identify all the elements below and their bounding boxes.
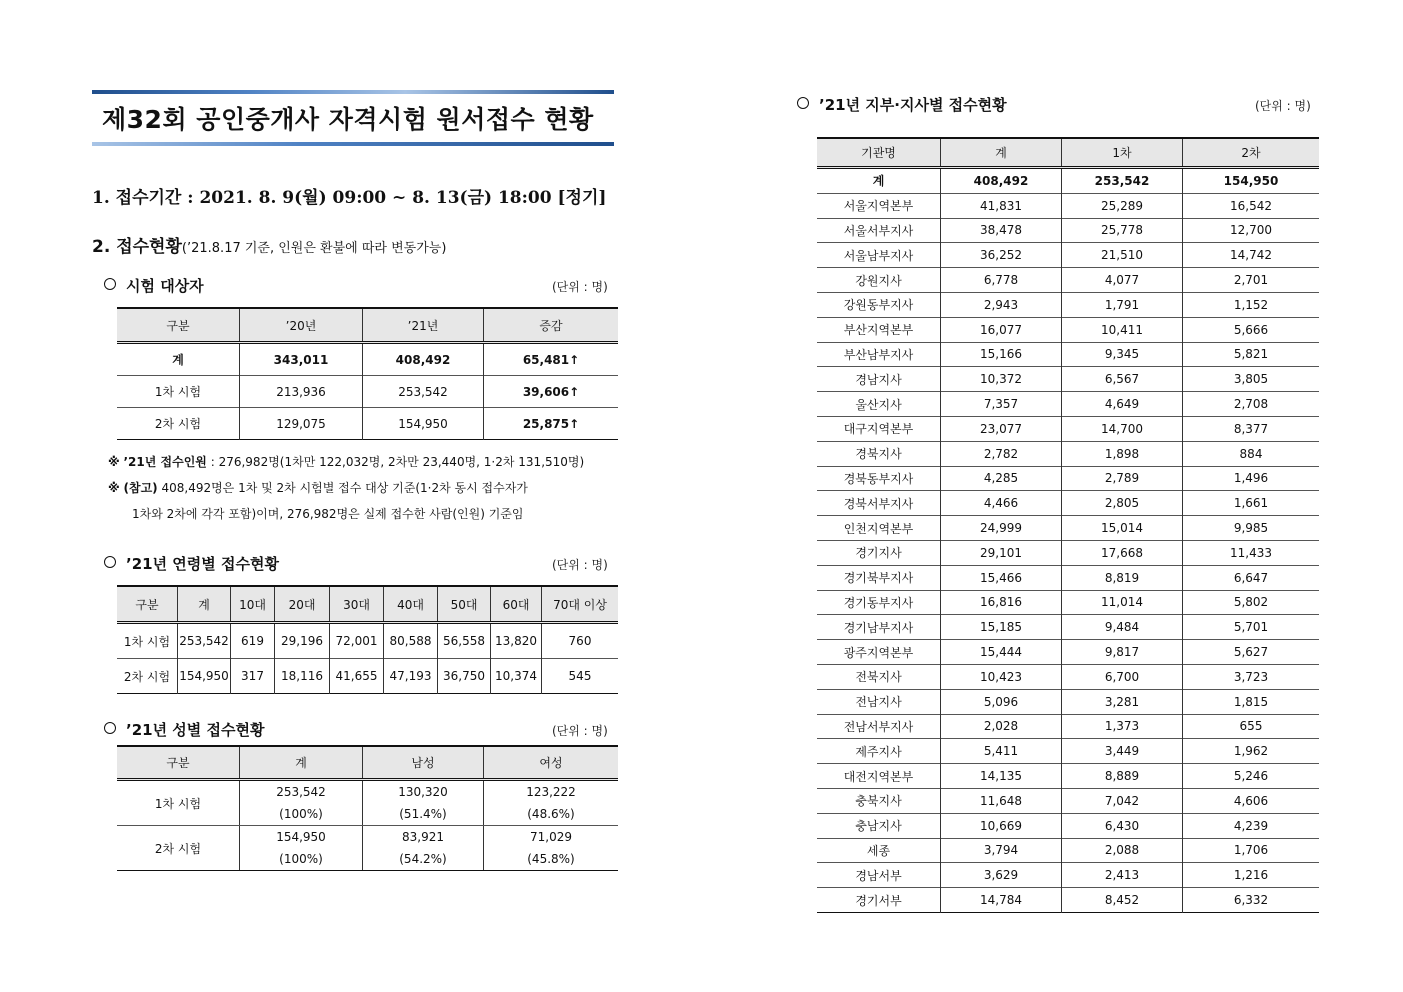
cell: 4,649 xyxy=(1062,392,1183,417)
cell: 253,542 xyxy=(363,376,484,408)
table-row xyxy=(817,491,1319,516)
arrow-up-icon: ↑ xyxy=(569,384,580,399)
cell: 5,246 xyxy=(1183,764,1320,789)
cell: 408,492 xyxy=(363,343,484,376)
table-row xyxy=(817,441,1319,466)
gender-table xyxy=(117,745,618,871)
row-label: 제주지사 xyxy=(817,739,941,764)
cell: 1,898 xyxy=(1062,441,1183,466)
cell-pct: (51.4%) xyxy=(363,803,484,826)
section-period-label: 1. 접수기간 xyxy=(92,188,182,208)
cell: 4,606 xyxy=(1183,788,1320,813)
cell-change xyxy=(484,343,619,376)
cell: 9,345 xyxy=(1062,342,1183,367)
row-label: 대구지역본부 xyxy=(817,416,941,441)
cell: 18,116 xyxy=(275,659,330,694)
col-header: ’20년 xyxy=(240,308,363,343)
col-header: 30대 xyxy=(330,586,384,623)
row-label: 경기지사 xyxy=(817,540,941,565)
title-top-bar xyxy=(92,90,614,94)
row-label: 경북지사 xyxy=(817,441,941,466)
col-header: 50대 xyxy=(438,586,491,623)
cell: 317 xyxy=(231,659,275,694)
cell: 5,411 xyxy=(941,739,1062,764)
cell: 6,430 xyxy=(1062,813,1183,838)
cell: 1,706 xyxy=(1183,838,1320,863)
row-label: 경남지사 xyxy=(817,367,941,392)
cell: 1,661 xyxy=(1183,491,1320,516)
row-label: 서울남부지사 xyxy=(817,243,941,268)
row-label: 강원동부지사 xyxy=(817,292,941,317)
col-header: 70대 이상 xyxy=(542,586,619,623)
col-header: 구분 xyxy=(117,308,240,343)
table-row xyxy=(117,343,618,376)
col-header: 남성 xyxy=(363,746,484,780)
row-label: 대전지역본부 xyxy=(817,764,941,789)
note-mark: ※ xyxy=(108,455,120,469)
cell: 5,666 xyxy=(1183,317,1320,342)
cell: 4,285 xyxy=(941,466,1062,491)
row-label: 계 xyxy=(117,343,240,376)
table-row xyxy=(817,788,1319,813)
note-2-text: 408,492명은 1차 및 2차 시험별 접수 대상 기준(1·2차 동시 접수자가 xyxy=(157,481,528,495)
cell: 9,817 xyxy=(1062,640,1183,665)
col-header: 구분 xyxy=(117,586,178,623)
cell: 2,943 xyxy=(941,292,1062,317)
cell: 154,950 xyxy=(363,408,484,440)
cell: 2,088 xyxy=(1062,838,1183,863)
cell: 343,011 xyxy=(240,343,363,376)
col-header: 증감 xyxy=(484,308,619,343)
row-label: 1차 시험 xyxy=(117,376,240,408)
age-heading-text: ’21년 연령별 접수현황 xyxy=(126,555,279,573)
table-row xyxy=(817,664,1319,689)
row-label: 경북서부지사 xyxy=(817,491,941,516)
cell: 3,723 xyxy=(1183,664,1320,689)
cell: 213,936 xyxy=(240,376,363,408)
cell: 41,831 xyxy=(941,193,1062,218)
cell: 154,950 xyxy=(240,826,363,849)
table-row xyxy=(817,863,1319,888)
cell-pct: (100%) xyxy=(240,848,363,871)
cell: 16,816 xyxy=(941,590,1062,615)
row-label: 충남지사 xyxy=(817,813,941,838)
row-label: 경남서부 xyxy=(817,863,941,888)
table-row xyxy=(817,739,1319,764)
arrow-up-icon: ↑ xyxy=(569,416,580,431)
cell: 15,185 xyxy=(941,615,1062,640)
cell: 29,101 xyxy=(941,540,1062,565)
col-header: 20대 xyxy=(275,586,330,623)
row-label: 부산지역본부 xyxy=(817,317,941,342)
cell: 36,750 xyxy=(438,659,491,694)
row-label: 2차 시험 xyxy=(117,659,178,694)
cell: 884 xyxy=(1183,441,1320,466)
col-header: 기관명 xyxy=(817,138,941,168)
cell: 72,001 xyxy=(330,623,384,659)
section-period-value: : 2021. 8. 9(월) 09:00 ~ 8. 13(금) 18:00 [정기] xyxy=(181,188,607,208)
row-label: 충북지사 xyxy=(817,788,941,813)
section-status xyxy=(92,232,446,257)
row-label: 서울서부지사 xyxy=(817,218,941,243)
note-mark: ※ xyxy=(108,481,120,495)
cell: 10,374 xyxy=(491,659,542,694)
age-unit: (단위 : 명) xyxy=(552,558,608,572)
cell: 2,708 xyxy=(1183,392,1320,417)
cell: 6,567 xyxy=(1062,367,1183,392)
table-row xyxy=(817,218,1319,243)
cell: 253,542 xyxy=(1062,168,1183,194)
table-row xyxy=(817,416,1319,441)
cell: 15,466 xyxy=(941,565,1062,590)
cell: 760 xyxy=(542,623,619,659)
cell: 1,815 xyxy=(1183,689,1320,714)
cell: 12,700 xyxy=(1183,218,1320,243)
row-label: 2차 시험 xyxy=(117,408,240,440)
cell: 2,028 xyxy=(941,714,1062,739)
cell: 56,558 xyxy=(438,623,491,659)
cell-change xyxy=(484,376,619,408)
cell: 13,820 xyxy=(491,623,542,659)
cell: 83,921 xyxy=(363,826,484,849)
cell: 2,701 xyxy=(1183,268,1320,293)
cell: 25,289 xyxy=(1062,193,1183,218)
cell: 10,669 xyxy=(941,813,1062,838)
row-label: 경기동부지사 xyxy=(817,590,941,615)
cell: 15,166 xyxy=(941,342,1062,367)
table-row xyxy=(817,838,1319,863)
branch-unit: (단위 : 명) xyxy=(1255,99,1311,113)
cell: 129,075 xyxy=(240,408,363,440)
cell: 3,805 xyxy=(1183,367,1320,392)
table-row xyxy=(817,292,1319,317)
cell: 36,252 xyxy=(941,243,1062,268)
cell: 4,466 xyxy=(941,491,1062,516)
cell: 408,492 xyxy=(941,168,1062,194)
table-row xyxy=(817,268,1319,293)
cell: 154,950 xyxy=(178,659,231,694)
cell: 9,484 xyxy=(1062,615,1183,640)
note-2 xyxy=(108,475,628,501)
table-row xyxy=(817,243,1319,268)
table-row xyxy=(817,764,1319,789)
cell: 1,152 xyxy=(1183,292,1320,317)
section-status-note: (’21.8.17 기준, 인원은 환불에 따라 변동가능) xyxy=(181,241,447,256)
cell: 3,281 xyxy=(1062,689,1183,714)
table-row xyxy=(117,376,618,408)
cell: 4,077 xyxy=(1062,268,1183,293)
cell: 1,791 xyxy=(1062,292,1183,317)
table-row xyxy=(817,888,1319,913)
col-header: 구분 xyxy=(117,746,240,780)
table-header-row xyxy=(117,746,618,780)
table-row xyxy=(817,714,1319,739)
cell: 14,135 xyxy=(941,764,1062,789)
row-label: 세종 xyxy=(817,838,941,863)
cell: 41,655 xyxy=(330,659,384,694)
col-header: 60대 xyxy=(491,586,542,623)
table-row xyxy=(817,193,1319,218)
row-label: 인천지역본부 xyxy=(817,516,941,541)
target-heading xyxy=(104,275,204,296)
col-header: 10대 xyxy=(231,586,275,623)
change-value: 25,875 xyxy=(522,416,570,431)
cell: 3,449 xyxy=(1062,739,1183,764)
col-header: 계 xyxy=(240,746,363,780)
note-2-bold: (참고) xyxy=(123,481,158,495)
cell: 123,222 xyxy=(484,780,619,804)
gender-heading xyxy=(104,719,264,740)
notes-block xyxy=(108,449,628,527)
cell: 545 xyxy=(542,659,619,694)
cell: 14,742 xyxy=(1183,243,1320,268)
cell: 29,196 xyxy=(275,623,330,659)
cell-pct: (54.2%) xyxy=(363,848,484,871)
table-row xyxy=(817,689,1319,714)
cell: 6,778 xyxy=(941,268,1062,293)
col-header: 계 xyxy=(178,586,231,623)
cell: 8,819 xyxy=(1062,565,1183,590)
cell: 11,014 xyxy=(1062,590,1183,615)
cell: 7,042 xyxy=(1062,788,1183,813)
cell: 15,444 xyxy=(941,640,1062,665)
table-row-total xyxy=(817,168,1319,194)
col-header: 여성 xyxy=(484,746,619,780)
age-heading xyxy=(104,553,279,574)
cell: 1,496 xyxy=(1183,466,1320,491)
cell: 23,077 xyxy=(941,416,1062,441)
table-row xyxy=(117,826,618,849)
table-header-row xyxy=(117,586,618,623)
cell: 10,372 xyxy=(941,367,1062,392)
cell: 8,452 xyxy=(1062,888,1183,913)
page-title: 제32회 공인중개사 자격시험 원서접수 현황 xyxy=(102,105,594,134)
cell: 21,510 xyxy=(1062,243,1183,268)
table-row xyxy=(817,367,1319,392)
gender-heading-text: ’21년 성별 접수현황 xyxy=(126,721,265,739)
branch-heading-text: ’21년 지부·지사별 접수현황 xyxy=(819,96,1007,114)
table-row xyxy=(817,540,1319,565)
table-row xyxy=(817,640,1319,665)
row-label: 2차 시험 xyxy=(117,826,240,871)
table-row xyxy=(817,590,1319,615)
cell: 5,821 xyxy=(1183,342,1320,367)
cell-pct: (48.6%) xyxy=(484,803,619,826)
note-1 xyxy=(108,449,628,475)
cell: 2,805 xyxy=(1062,491,1183,516)
cell: 2,413 xyxy=(1062,863,1183,888)
cell: 1,962 xyxy=(1183,739,1320,764)
cell: 10,411 xyxy=(1062,317,1183,342)
cell: 154,950 xyxy=(1183,168,1320,194)
col-header: ’21년 xyxy=(363,308,484,343)
cell: 1,373 xyxy=(1062,714,1183,739)
cell: 8,889 xyxy=(1062,764,1183,789)
arrow-up-icon: ↑ xyxy=(569,352,580,367)
cell: 11,648 xyxy=(941,788,1062,813)
table-row xyxy=(817,516,1319,541)
table-row xyxy=(817,392,1319,417)
target-heading-text: 시험 대상자 xyxy=(126,277,204,295)
col-header: 계 xyxy=(941,138,1062,168)
cell-pct: (45.8%) xyxy=(484,848,619,871)
cell: 15,014 xyxy=(1062,516,1183,541)
cell: 3,794 xyxy=(941,838,1062,863)
cell: 2,789 xyxy=(1062,466,1183,491)
table-row xyxy=(817,615,1319,640)
row-label: 울산지사 xyxy=(817,392,941,417)
table-row xyxy=(817,342,1319,367)
cell: 47,193 xyxy=(384,659,438,694)
cell: 5,701 xyxy=(1183,615,1320,640)
cell: 3,629 xyxy=(941,863,1062,888)
note-1-text: : 276,982명(1차만 122,032명, 2차만 23,440명, 1·2차 131,510명) xyxy=(206,455,585,469)
cell: 9,985 xyxy=(1183,516,1320,541)
branch-table xyxy=(817,137,1319,913)
cell: 16,542 xyxy=(1183,193,1320,218)
circle-bullet-icon xyxy=(104,722,116,734)
title-block xyxy=(92,90,614,146)
cell: 16,077 xyxy=(941,317,1062,342)
cell: 7,357 xyxy=(941,392,1062,417)
cell: 10,423 xyxy=(941,664,1062,689)
row-label: 경기남부지사 xyxy=(817,615,941,640)
cell: 655 xyxy=(1183,714,1320,739)
cell: 24,999 xyxy=(941,516,1062,541)
cell: 619 xyxy=(231,623,275,659)
cell: 71,029 xyxy=(484,826,619,849)
target-unit: (단위 : 명) xyxy=(552,280,608,294)
circle-bullet-icon xyxy=(104,556,116,568)
cell: 14,700 xyxy=(1062,416,1183,441)
cell: 8,377 xyxy=(1183,416,1320,441)
cell: 38,478 xyxy=(941,218,1062,243)
change-value: 39,606 xyxy=(522,384,570,399)
row-label: 부산남부지사 xyxy=(817,342,941,367)
circle-bullet-icon xyxy=(104,278,116,290)
cell: 5,802 xyxy=(1183,590,1320,615)
title-bottom-bar xyxy=(92,142,614,146)
row-label: 경북동부지사 xyxy=(817,466,941,491)
change-value: 65,481 xyxy=(522,352,570,367)
row-label: 1차 시험 xyxy=(117,780,240,826)
cell: 11,433 xyxy=(1183,540,1320,565)
col-header: 40대 xyxy=(384,586,438,623)
section-status-label: 2. 접수현황 xyxy=(92,237,182,257)
cell: 2,782 xyxy=(941,441,1062,466)
cell: 80,588 xyxy=(384,623,438,659)
cell: 5,096 xyxy=(941,689,1062,714)
circle-bullet-icon xyxy=(797,97,809,109)
section-period xyxy=(92,183,606,208)
row-label: 전북지사 xyxy=(817,664,941,689)
table-row xyxy=(117,780,618,804)
cell: 6,332 xyxy=(1183,888,1320,913)
age-table xyxy=(117,585,618,694)
table-row xyxy=(817,565,1319,590)
row-label: 계 xyxy=(817,168,941,194)
cell: 253,542 xyxy=(240,780,363,804)
cell: 14,784 xyxy=(941,888,1062,913)
table-row xyxy=(817,813,1319,838)
table-row xyxy=(117,623,618,659)
col-header: 1차 xyxy=(1062,138,1183,168)
table-row xyxy=(817,466,1319,491)
table-header-row xyxy=(817,138,1319,168)
branch-heading xyxy=(797,94,1007,115)
cell: 5,627 xyxy=(1183,640,1320,665)
table-header-row xyxy=(117,308,618,343)
row-label: 경기서부 xyxy=(817,888,941,913)
cell: 17,668 xyxy=(1062,540,1183,565)
cell: 130,320 xyxy=(363,780,484,804)
note-2-cont: 1차와 2차에 각각 포함)이며, 276,982명은 실제 접수한 사람(인원) 기준임 xyxy=(132,507,524,521)
row-label: 강원지사 xyxy=(817,268,941,293)
cell: 253,542 xyxy=(178,623,231,659)
col-header: 2차 xyxy=(1183,138,1320,168)
row-label: 서울지역본부 xyxy=(817,193,941,218)
cell: 6,700 xyxy=(1062,664,1183,689)
cell: 1,216 xyxy=(1183,863,1320,888)
table-row xyxy=(817,317,1319,342)
target-table xyxy=(117,307,618,440)
row-label: 1차 시험 xyxy=(117,623,178,659)
row-label: 전남서부지사 xyxy=(817,714,941,739)
table-row xyxy=(117,659,618,694)
cell: 25,778 xyxy=(1062,218,1183,243)
note-1-bold: ’21년 접수인원 xyxy=(123,455,207,469)
cell-change xyxy=(484,408,619,440)
row-label: 광주지역본부 xyxy=(817,640,941,665)
gender-unit: (단위 : 명) xyxy=(552,724,608,738)
row-label: 경기북부지사 xyxy=(817,565,941,590)
cell-pct: (100%) xyxy=(240,803,363,826)
cell: 6,647 xyxy=(1183,565,1320,590)
cell: 4,239 xyxy=(1183,813,1320,838)
table-row xyxy=(117,408,618,440)
row-label: 전남지사 xyxy=(817,689,941,714)
